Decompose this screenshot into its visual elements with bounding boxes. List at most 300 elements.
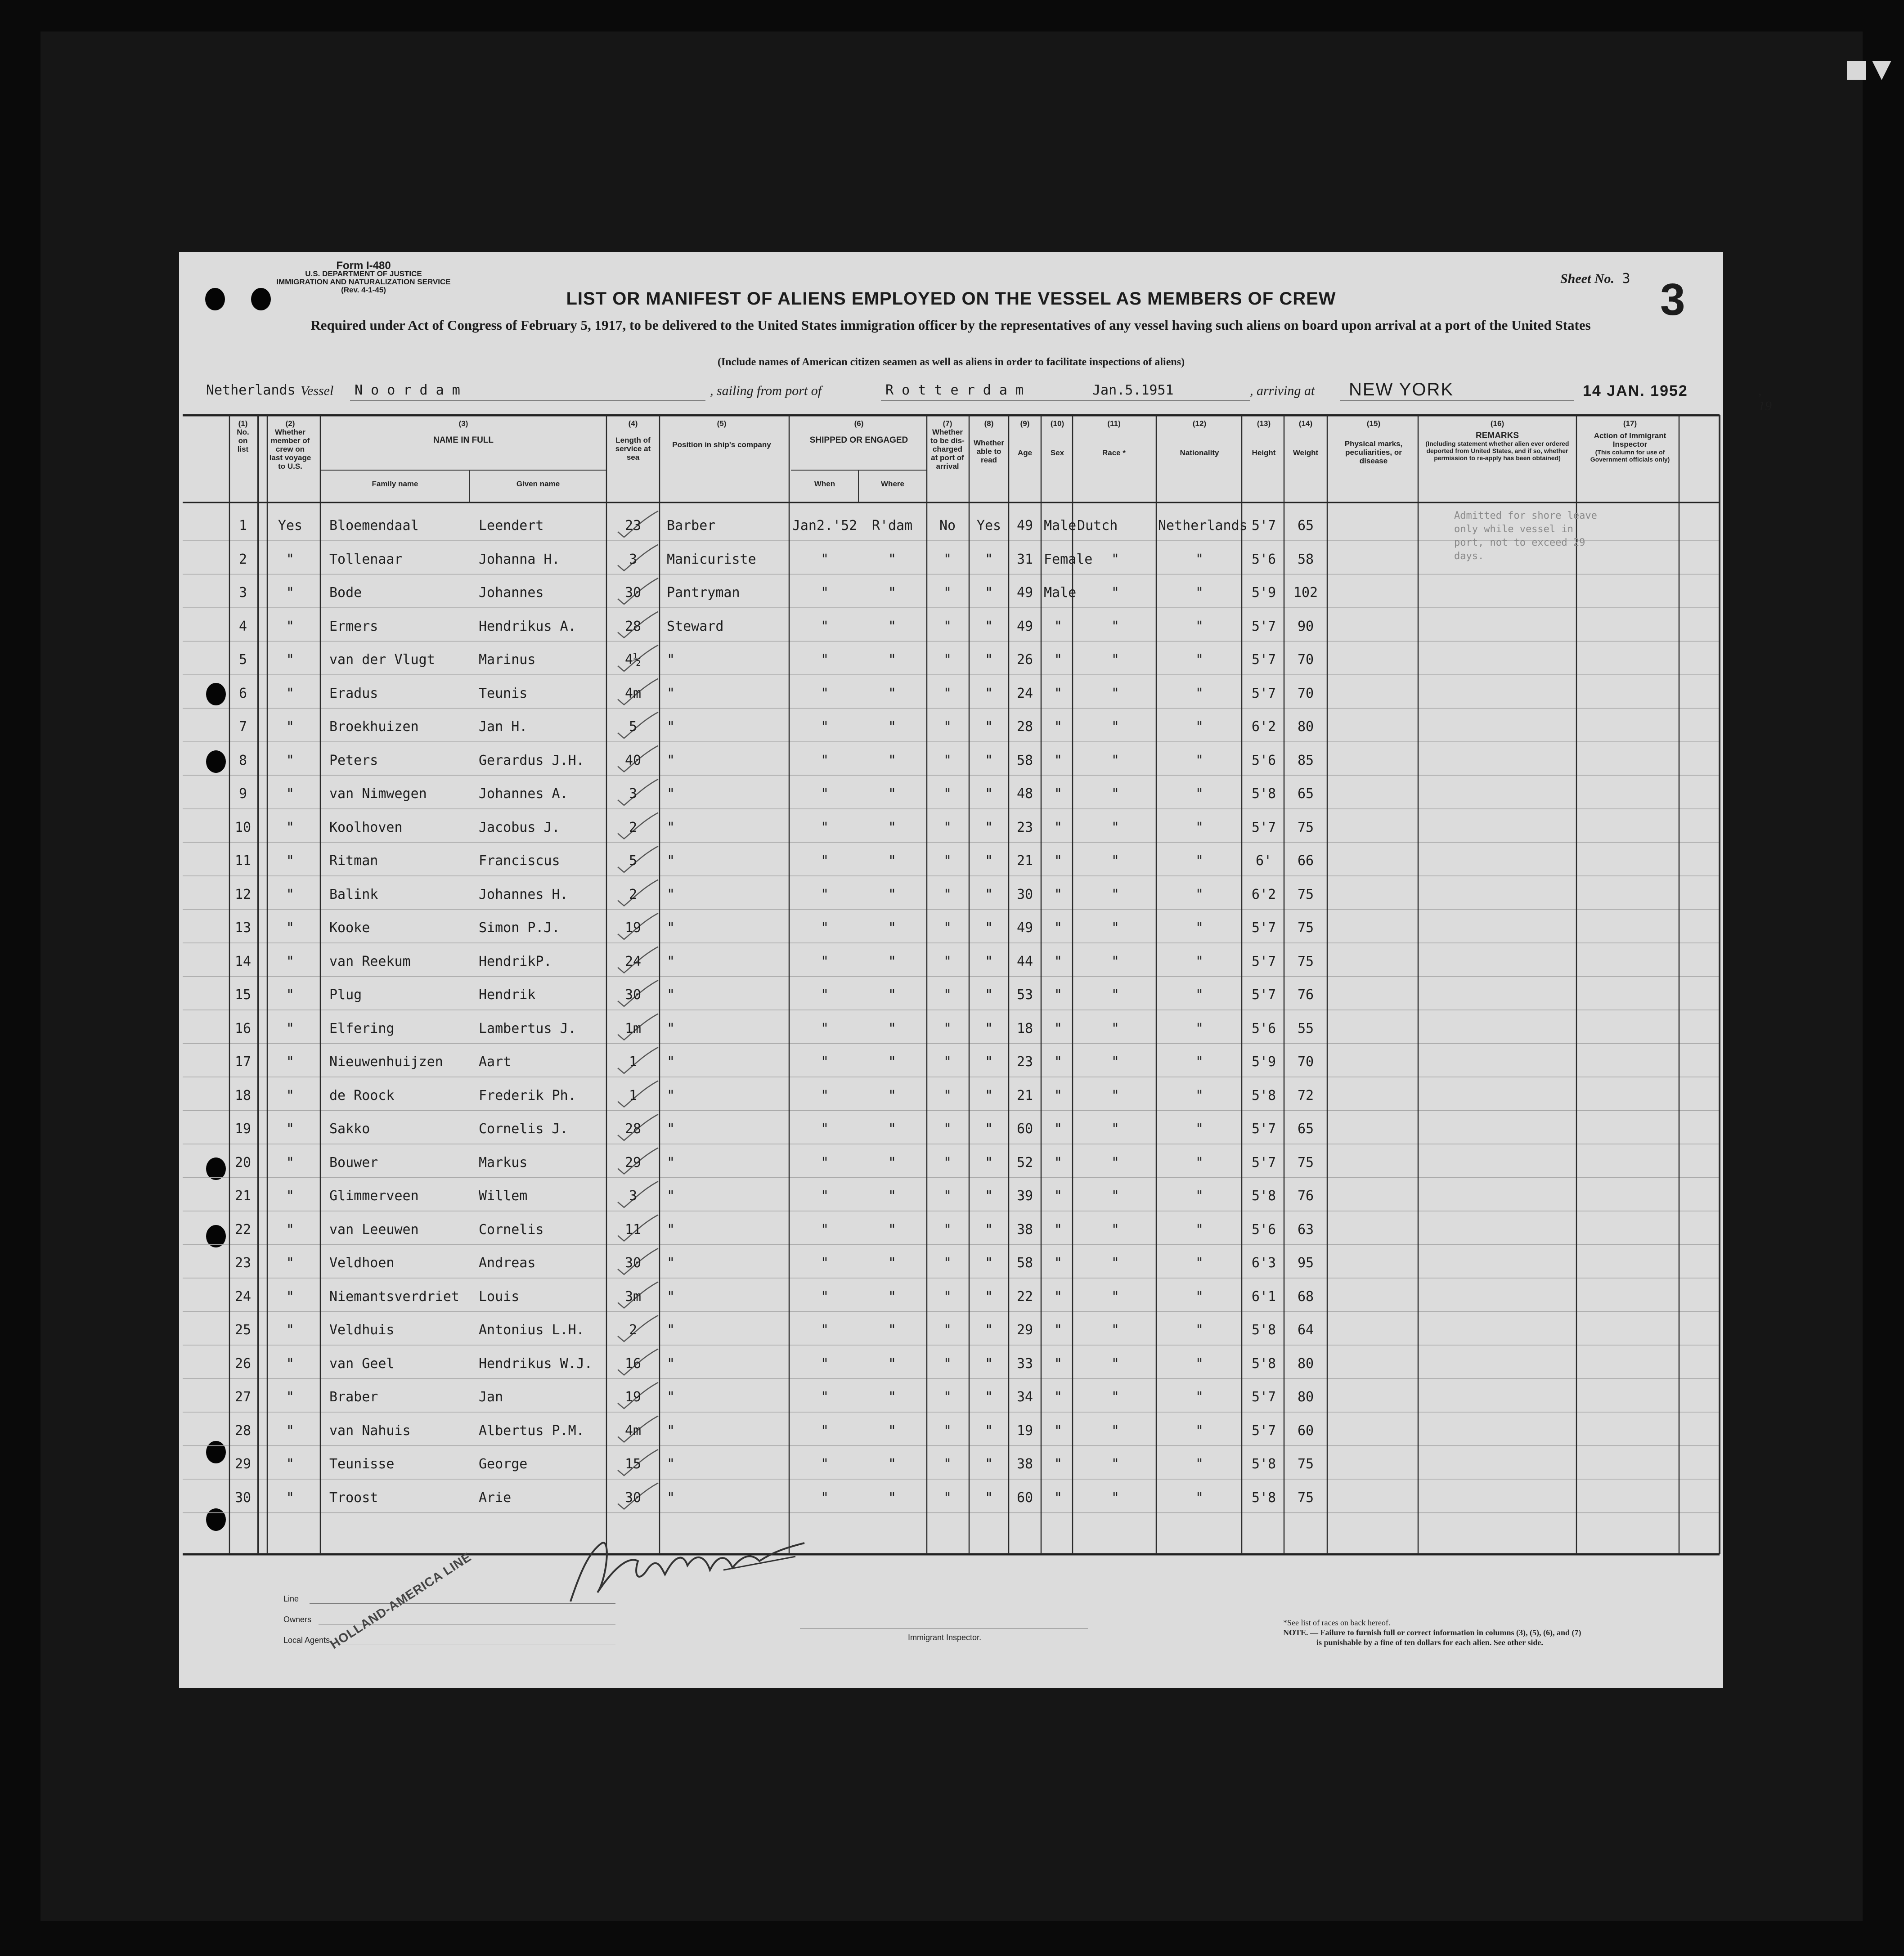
cell-service: 28 — [624, 618, 642, 634]
cell-age: 52 — [1016, 1154, 1033, 1171]
cell-given: Franciscus — [479, 853, 560, 869]
cell-given: Antonius L.H. — [479, 1322, 584, 1338]
cell-height: 5'7 — [1251, 1422, 1276, 1439]
cell-when: " — [820, 886, 829, 902]
cell-where: " — [888, 1188, 897, 1204]
cell-where: " — [888, 953, 897, 969]
cell-sex: " — [1054, 1389, 1063, 1405]
cell-where: " — [888, 1087, 897, 1104]
cell-no: 2 — [238, 551, 247, 567]
cell-where: " — [888, 1288, 897, 1305]
cell-no: 6 — [238, 685, 247, 701]
cell-family: Braber — [329, 1389, 378, 1405]
cell-prev: " — [286, 1255, 295, 1271]
cell-disch: No — [939, 518, 956, 534]
cell-when: " — [820, 920, 829, 936]
col-label: Position in ship's company — [672, 440, 771, 449]
department: U.S. DEPARTMENT OF JUSTICE — [305, 269, 422, 278]
cell-sex: " — [1054, 920, 1063, 936]
cell-disch: " — [943, 1221, 952, 1238]
cell-service: 3 — [629, 786, 638, 802]
cell-family: Bloemendaal — [329, 518, 419, 534]
cell-weight: 75 — [1297, 1489, 1314, 1506]
cell-service: 1 — [629, 1087, 638, 1104]
cell-prev: " — [286, 1221, 295, 1238]
cell-sex: " — [1054, 786, 1063, 802]
cell-age: 60 — [1016, 1489, 1033, 1506]
cell-given: Louis — [479, 1288, 520, 1305]
cell-disch: " — [943, 1188, 952, 1204]
cell-where: " — [888, 819, 897, 835]
cell-family: Ermers — [329, 618, 378, 634]
cell-given: Hendrikus A. — [479, 618, 576, 634]
cell-weight: 85 — [1297, 752, 1314, 768]
cell-disch: " — [943, 1422, 952, 1439]
cell-position: " — [667, 1456, 675, 1472]
col-num: (9) — [1020, 419, 1030, 428]
cell-no: 4 — [238, 618, 247, 634]
cell-disch: " — [943, 551, 952, 567]
races-note: *See list of races on back hereof. — [1283, 1618, 1391, 1627]
col-num: (14) — [1298, 419, 1313, 428]
cell-nat: " — [1195, 1355, 1204, 1372]
cell-no: 14 — [234, 953, 251, 969]
cell-race: " — [1111, 1389, 1120, 1405]
cell-race: " — [1111, 1255, 1120, 1271]
cell-given: Johannes A. — [479, 786, 568, 802]
cell-position: " — [667, 1020, 675, 1036]
cell-family: Elfering — [329, 1020, 395, 1036]
col14-header — [1287, 419, 1325, 457]
cell-when: " — [820, 1020, 829, 1036]
cell-no: 8 — [238, 752, 247, 768]
cell-sex: " — [1054, 886, 1063, 902]
line-label: Line — [283, 1594, 299, 1603]
cell-prev: Yes — [278, 518, 303, 534]
cell-service: 11 — [624, 1221, 642, 1238]
cell-no: 17 — [234, 1054, 251, 1070]
cell-position: " — [667, 987, 675, 1003]
cell-given: Johannes — [479, 585, 544, 601]
arriving-label: , arriving at — [1250, 383, 1315, 398]
cell-prev: " — [286, 853, 295, 869]
cell-when: " — [820, 1422, 829, 1439]
cell-prev: " — [286, 1188, 295, 1204]
cell-read: " — [984, 551, 993, 567]
fine-note-line1: NOTE. — Failure to furnish full or correct information in columns (3), (5), (6), and (7) — [1283, 1628, 1581, 1637]
cell-service: 4m — [624, 685, 642, 701]
cell-race: " — [1111, 1355, 1120, 1372]
cell-family: Veldhuis — [329, 1322, 395, 1338]
cell-given: Frederik Ph. — [479, 1087, 576, 1104]
cell-race: " — [1111, 786, 1120, 802]
cell-read: " — [984, 920, 993, 936]
cell-prev: " — [286, 987, 295, 1003]
cell-age: 23 — [1016, 819, 1033, 835]
col-num: (13) — [1257, 419, 1271, 428]
cell-nat: " — [1195, 987, 1204, 1003]
cell-age: 33 — [1016, 1355, 1033, 1372]
vessel-name: N o o r d a m — [355, 382, 460, 398]
cell-disch: " — [943, 1355, 952, 1372]
cell-no: 11 — [234, 853, 251, 869]
cell-weight: 95 — [1297, 1255, 1314, 1271]
cell-age: 60 — [1016, 1121, 1033, 1137]
cell-when: Jan2.'52 — [792, 518, 858, 534]
cell-no: 21 — [234, 1188, 251, 1204]
fine-note-line2: is punishable by a fine of ten dollars for each alien. See other side. — [1316, 1638, 1543, 1647]
cell-position: " — [667, 1255, 675, 1271]
cell-nat: " — [1195, 786, 1204, 802]
cell-disch: " — [943, 719, 952, 735]
cell-height: 5'6 — [1251, 1020, 1276, 1036]
cell-nat: " — [1195, 1322, 1204, 1338]
cell-when: " — [820, 719, 829, 735]
cell-age: 49 — [1016, 618, 1033, 634]
inspector-signature — [561, 1525, 813, 1606]
cell-when: " — [820, 1054, 829, 1070]
col-label: NAME IN FULL — [433, 435, 494, 445]
cell-family: Tollenaar — [329, 551, 403, 567]
cell-position: " — [667, 719, 675, 735]
service: IMMIGRATION AND NATURALIZATION SERVICE — [276, 278, 451, 286]
cell-nat: " — [1195, 752, 1204, 768]
cell-no: 22 — [234, 1221, 251, 1238]
cell-race: " — [1111, 1456, 1120, 1472]
cell-when: " — [820, 618, 829, 634]
cell-prev: " — [286, 819, 295, 835]
cell-prev: " — [286, 551, 295, 567]
col-sub: (This column for use of Government officials only) — [1590, 449, 1670, 463]
cell-when: " — [820, 1322, 829, 1338]
cell-service: 28 — [624, 1121, 642, 1137]
cell-when: " — [820, 1288, 829, 1305]
cell-prev: " — [286, 1087, 295, 1104]
cell-race: " — [1111, 652, 1120, 668]
col-num: (17) — [1623, 419, 1637, 428]
viewer-controls-icon[interactable]: ■▼ — [1845, 54, 1895, 83]
cell-family: Balink — [329, 886, 378, 902]
vessel-flag: Netherlands — [206, 382, 296, 398]
col12-header — [1158, 419, 1241, 457]
col7-header — [929, 419, 966, 471]
footnote — [1283, 1618, 1688, 1647]
col-num: (8) — [984, 419, 994, 428]
cell-age: 49 — [1016, 920, 1033, 936]
cell-position: " — [667, 685, 675, 701]
col-label: Race * — [1102, 449, 1126, 457]
cell-sex: " — [1054, 1121, 1063, 1137]
cell-no: 10 — [234, 819, 251, 835]
cell-sex: " — [1054, 1154, 1063, 1171]
cell-nat: " — [1195, 1121, 1204, 1137]
cell-disch: " — [943, 853, 952, 869]
cell-given: Lambertus J. — [479, 1020, 576, 1036]
cell-prev: " — [286, 585, 295, 601]
cell-sex: " — [1054, 1188, 1063, 1204]
cell-height: 5'6 — [1251, 752, 1276, 768]
cell-service: 15 — [624, 1456, 642, 1472]
col6-header — [791, 419, 927, 444]
cell-race: " — [1111, 551, 1120, 567]
cell-race: " — [1111, 752, 1120, 768]
cell-read: " — [984, 1121, 993, 1137]
cell-height: 5'7 — [1251, 920, 1276, 936]
cell-family: Kooke — [329, 920, 370, 936]
cell-position: " — [667, 1355, 675, 1372]
cell-read: " — [984, 719, 993, 735]
cell-age: 49 — [1016, 518, 1033, 534]
cell-race: " — [1111, 819, 1120, 835]
cell-family: Glimmerveen — [329, 1188, 419, 1204]
cell-read: " — [984, 618, 993, 634]
cell-age: 44 — [1016, 953, 1033, 969]
page-subtitle: Required under Act of Congress of February 5, 1917, to be delivered to the United States immigration officer by the representatives of any vessel having such aliens on board upon arrival at a port of the United States — [310, 317, 1591, 333]
cell-prev: " — [286, 1054, 295, 1070]
cell-family: Peters — [329, 752, 378, 768]
cell-sex: " — [1054, 953, 1063, 969]
cell-prev: " — [286, 1422, 295, 1439]
cell-position: Barber — [667, 518, 716, 534]
cell-height: 5'9 — [1251, 585, 1276, 601]
cell-family: van Leeuwen — [329, 1221, 419, 1238]
cell-age: 30 — [1016, 886, 1033, 902]
col15-header — [1331, 419, 1416, 465]
cell-where: " — [888, 786, 897, 802]
col-label: Height — [1252, 449, 1276, 457]
col-sub: (Including statement whether alien ever ordered deported from United States, and if so, whether permission to re-apply has been obtained) — [1425, 440, 1569, 462]
cell-given: Marinus — [479, 652, 536, 668]
cell-read: " — [984, 1355, 993, 1372]
col-label: Whether able to read — [974, 439, 1004, 464]
cell-weight: 90 — [1297, 618, 1314, 634]
cell-disch: " — [943, 1087, 952, 1104]
cell-height: 6' — [1255, 853, 1272, 869]
cell-read: " — [984, 685, 993, 701]
cell-position: Steward — [667, 618, 724, 634]
cell-sex: Female — [1044, 551, 1093, 567]
cell-no: 25 — [234, 1322, 251, 1338]
cell-position: " — [667, 853, 675, 869]
cell-when: " — [820, 752, 829, 768]
cell-no: 20 — [234, 1154, 251, 1171]
sailing-label: , sailing from port of — [710, 383, 822, 398]
col-label: Age — [1017, 449, 1033, 457]
col-num: (1) — [238, 419, 248, 428]
col-num: (10) — [1050, 419, 1064, 428]
col-num: (16) — [1490, 419, 1504, 428]
cell-age: 48 — [1016, 786, 1033, 802]
cell-given: Hendrikus W.J. — [479, 1355, 593, 1372]
cell-no: 15 — [234, 987, 251, 1003]
cell-service: 29 — [624, 1154, 642, 1171]
cell-family: van Nimwegen — [329, 786, 427, 802]
col-num: (11) — [1107, 419, 1121, 428]
cell-when: " — [820, 551, 829, 567]
cell-sex: " — [1054, 1456, 1063, 1472]
cell-no: 12 — [234, 886, 251, 902]
col-num: (15) — [1366, 419, 1381, 428]
cell-age: 53 — [1016, 987, 1033, 1003]
cell-height: 5'7 — [1251, 819, 1276, 835]
cell-where: " — [888, 618, 897, 634]
cell-age: 23 — [1016, 1054, 1033, 1070]
cell-where: " — [888, 551, 897, 567]
col4-header — [614, 419, 652, 462]
cell-service: 16 — [624, 1355, 642, 1372]
cell-height: 5'8 — [1251, 1087, 1276, 1104]
cell-nat: " — [1195, 1389, 1204, 1405]
cell-position: " — [667, 1121, 675, 1137]
cell-sex: " — [1054, 853, 1063, 869]
cell-height: 6'1 — [1251, 1288, 1276, 1305]
cell-height: 5'7 — [1251, 1154, 1276, 1171]
cell-sex: Male — [1044, 585, 1077, 601]
cell-sex: " — [1054, 652, 1063, 668]
cell-given: Cornelis J. — [479, 1121, 568, 1137]
cell-when: " — [820, 1221, 829, 1238]
cell-read: " — [984, 1054, 993, 1070]
cell-nat: " — [1195, 819, 1204, 835]
cell-read: " — [984, 585, 993, 601]
cell-where: " — [888, 1020, 897, 1036]
cell-position: " — [667, 1054, 675, 1070]
cell-prev: " — [286, 1288, 295, 1305]
cell-prev: " — [286, 685, 295, 701]
cell-race: " — [1111, 1422, 1120, 1439]
cell-prev: " — [286, 1389, 295, 1405]
cell-weight: 75 — [1297, 920, 1314, 936]
cell-position: " — [667, 1087, 675, 1104]
cell-nat: " — [1195, 551, 1204, 567]
cell-read: " — [984, 1188, 993, 1204]
cell-race: " — [1111, 886, 1120, 902]
cell-prev: " — [286, 953, 295, 969]
cell-height: 5'7 — [1251, 618, 1276, 634]
cell-given: Willem — [479, 1188, 528, 1204]
cell-race: " — [1111, 1489, 1120, 1506]
cell-weight: 75 — [1297, 1154, 1314, 1171]
cell-family: Plug — [329, 987, 362, 1003]
cell-where: " — [888, 1322, 897, 1338]
cell-race: " — [1111, 953, 1120, 969]
cell-race: " — [1111, 1188, 1120, 1204]
cell-nat: " — [1195, 1221, 1204, 1238]
cell-when: " — [820, 1255, 829, 1271]
cell-prev: " — [286, 618, 295, 634]
cell-given: Leendert — [479, 518, 544, 534]
col-num: (4) — [628, 419, 638, 428]
cell-given: Arie — [479, 1489, 512, 1506]
cell-weight: 68 — [1297, 1288, 1314, 1305]
col-label: REMARKS — [1475, 431, 1519, 440]
cell-no: 26 — [234, 1355, 251, 1372]
cell-where: " — [888, 1255, 897, 1271]
cell-race: " — [1111, 853, 1120, 869]
cell-height: 6'3 — [1251, 1255, 1276, 1271]
cell-service: 19 — [624, 1389, 642, 1405]
cell-race: " — [1111, 1288, 1120, 1305]
cell-service: 19 — [624, 920, 642, 936]
cell-service: 1m — [624, 1020, 642, 1036]
cell-family: de Roock — [329, 1087, 395, 1104]
cell-sex: " — [1054, 1355, 1063, 1372]
cell-age: 38 — [1016, 1221, 1033, 1238]
owners-label: Owners — [283, 1615, 312, 1624]
cell-position: " — [667, 1221, 675, 1238]
col-label: Sex — [1050, 449, 1064, 457]
cell-prev: " — [286, 752, 295, 768]
cell-nat: " — [1195, 1054, 1204, 1070]
col-num: (2) — [285, 419, 295, 428]
cell-age: 38 — [1016, 1456, 1033, 1472]
cell-read: " — [984, 953, 993, 969]
cell-no: 5 — [238, 652, 247, 668]
cell-height: 5'8 — [1251, 1489, 1276, 1506]
cell-prev: " — [286, 786, 295, 802]
cell-sex: " — [1054, 752, 1063, 768]
cell-no: 7 — [238, 719, 247, 735]
cell-prev: " — [286, 1121, 295, 1137]
cell-nat: " — [1195, 953, 1204, 969]
cell-family: Eradus — [329, 685, 378, 701]
cell-weight: 102 — [1293, 585, 1318, 601]
cell-where: " — [888, 752, 897, 768]
cell-position: " — [667, 1422, 675, 1439]
cell-sex: " — [1054, 1255, 1063, 1271]
col-label: Action of Immigrant Inspector — [1594, 431, 1666, 449]
vessel-label: Vessel — [301, 383, 334, 398]
cell-family: Sakko — [329, 1121, 370, 1137]
cell-weight: 75 — [1297, 1456, 1314, 1472]
cell-nat: " — [1195, 585, 1204, 601]
col10-header — [1043, 419, 1072, 457]
sheet-value: 3 — [1622, 271, 1630, 287]
cell-position: Pantryman — [667, 585, 740, 601]
cell-when: " — [820, 1188, 829, 1204]
cell-service: 5 — [629, 719, 638, 735]
cell-weight: 65 — [1297, 786, 1314, 802]
cell-weight: 70 — [1297, 652, 1314, 668]
cell-age: 34 — [1016, 1389, 1033, 1405]
cell-disch: " — [943, 886, 952, 902]
cell-read: Yes — [976, 518, 1001, 534]
cell-nat: " — [1195, 618, 1204, 634]
cell-where: " — [888, 1221, 897, 1238]
cell-age: 26 — [1016, 652, 1033, 668]
cell-service: 24 — [624, 953, 642, 969]
arrival-port: NEW YORK — [1349, 380, 1454, 399]
cell-when: " — [820, 1456, 829, 1472]
cell-position: " — [667, 752, 675, 768]
cell-read: " — [984, 853, 993, 869]
cell-family: Broekhuizen — [329, 719, 419, 735]
col13-header — [1244, 419, 1284, 457]
col-label: Whether member of crew on last voyage to U.S. — [269, 428, 311, 471]
cell-race: " — [1111, 1154, 1120, 1171]
cell-weight: 76 — [1297, 987, 1314, 1003]
shore-leave-remark: Admitted for shore leave only while vessel in port, not to exceed 29 days. — [1454, 510, 1597, 562]
cell-where: " — [888, 1355, 897, 1372]
cell-disch: " — [943, 1288, 952, 1305]
cell-sex: Male — [1044, 518, 1077, 534]
cell-sex: " — [1054, 1322, 1063, 1338]
col3-header — [320, 419, 606, 444]
cell-where: R'dam — [871, 518, 913, 534]
cell-no: 18 — [234, 1087, 251, 1104]
cell-height: 5'7 — [1251, 652, 1276, 668]
cell-family: Koolhoven — [329, 819, 403, 835]
